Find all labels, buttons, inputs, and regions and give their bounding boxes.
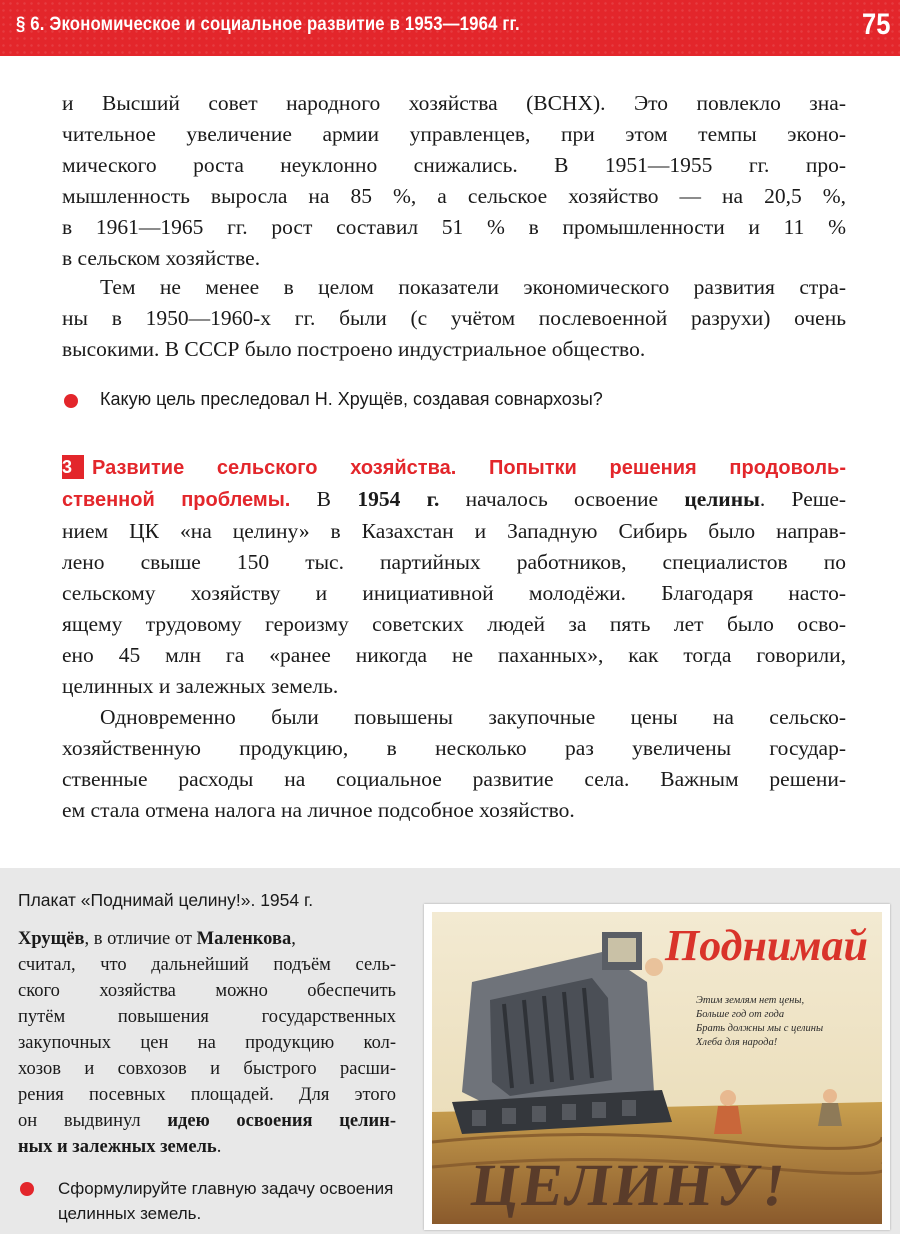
poster-artwork xyxy=(432,912,882,1224)
poster-bottom-word: ЦЕЛИНУ! xyxy=(467,1152,793,1218)
text-fragment: . Реше- xyxy=(759,487,847,511)
text-line: рения посевных площадей. Для этого xyxy=(18,1085,396,1105)
text-line: ны в 1950—1960-х гг. были (с учётом послевоенной разрухи) очень xyxy=(62,306,846,330)
text-line: в сельском хозяйстве. xyxy=(62,246,261,270)
paragraph-1 xyxy=(62,88,846,274)
text-line: Тем не менее в целом показатели экономического развития стра- xyxy=(100,275,846,299)
text-line: хозяйственную продукцию, в несколько раз увеличены государ- xyxy=(62,736,846,760)
poster-verse xyxy=(696,994,866,1050)
text-line: сельскому хозяйству и инициативной молодёжи. Благодаря насто- xyxy=(62,581,846,605)
text-line: мического роста неуклонно снижались. В 1951—1955 гг. про- xyxy=(62,153,846,177)
bold-name: Маленкова xyxy=(196,929,292,949)
text-line: ского хозяйства можно обеспечить xyxy=(18,981,396,1001)
text-fragment: началось освоение xyxy=(465,487,658,511)
question-text: Какую цель преследовал Н. Хрущёв, создавая совнархозы? xyxy=(100,389,603,409)
question-block xyxy=(62,386,852,416)
text-line: ственные расходы на социальное развитие села. Важным решени- xyxy=(62,767,846,791)
chapter-title: § 6. Экономическое и социальное развитие в 1953—1964 гг. xyxy=(16,14,520,35)
section-heading-cont: ственной проблемы. xyxy=(62,489,291,511)
bold-phrase: ных и залежных земель xyxy=(18,1137,217,1157)
text-line: нием ЦК «на целину» в Казахстан и Западную Сибирь было направ- xyxy=(62,519,846,543)
question-text: Сформулируйте главную задачу освоения целинных земель. xyxy=(58,1179,394,1223)
text-line: Одновременно были повышены закупочные цены на сельско- xyxy=(100,705,846,729)
section-heading: Развитие сельского хозяйства. Попытки решения продоволь- xyxy=(92,457,846,479)
text-line: чительное увеличение армии управленцев, при этом темпы эконо- xyxy=(62,122,846,146)
paragraph-2 xyxy=(62,272,846,365)
text-line: считал, что дальнейший подъём сель- xyxy=(18,955,396,975)
text-line xyxy=(18,926,396,952)
text-line: хозов и совхозов и быстрого расши- xyxy=(18,1059,396,1079)
section-3 xyxy=(62,452,846,826)
red-bullet-icon xyxy=(64,394,78,408)
sidebar-text xyxy=(18,926,396,1160)
poster-image xyxy=(424,904,890,1230)
text-fragment: , в отличие от xyxy=(84,929,197,949)
bold-phrase: идею освоения целин- xyxy=(167,1111,396,1131)
text-line: и Высший совет народного хозяйства (ВСНХ). Это повлекло зна- xyxy=(62,91,846,115)
red-bullet-icon xyxy=(20,1182,34,1196)
verse-line: Больше год от года xyxy=(696,1009,785,1020)
text-line: ящему трудовому героизму советских людей за пять лет было осво- xyxy=(62,612,846,636)
text-line: в 1961—1965 гг. рост составил 51 % в промышленности и 11 % xyxy=(62,215,846,239)
bold-term: целины xyxy=(684,487,760,511)
page-header xyxy=(0,0,900,56)
verse-line: Брать должны мы с целины xyxy=(696,1023,824,1034)
page-number: 75 xyxy=(861,8,890,41)
verse-line: Хлеба для народа! xyxy=(696,1037,778,1048)
section-heading-line xyxy=(62,452,846,484)
text-fragment: . xyxy=(216,1137,222,1157)
text-line: закупочных цен на продукцию кол- xyxy=(18,1033,396,1053)
text-fragment: он выдвинул xyxy=(18,1111,168,1131)
text-fragment: , xyxy=(291,929,296,949)
section-number-badge: 3 xyxy=(62,455,84,479)
text-line: целинных и залежных земель. xyxy=(62,674,339,698)
poster-caption: Плакат «Поднимай целину!». 1954 г. xyxy=(18,890,314,910)
text-line: ено 45 млн га «ранее никогда не паханных», как тогда говорили, xyxy=(62,643,846,667)
bold-name: Хрущёв xyxy=(18,929,85,949)
text-line: путём повышения государственных xyxy=(18,1007,396,1027)
text-line xyxy=(18,1108,396,1134)
poster-top-word: Поднимай xyxy=(665,921,868,970)
text-line xyxy=(62,484,846,516)
text-fragment: В xyxy=(316,487,331,511)
text-line: мышленность выросла на 85 %, а сельское хозяйство — на 20,5 %, xyxy=(62,184,846,208)
verse-line: Этим землям нет цены, xyxy=(696,995,805,1006)
text-line: лено свыше 150 тыс. партийных работников, специалистов по xyxy=(62,550,846,574)
bold-date: 1954 г. xyxy=(357,487,440,511)
text-line xyxy=(18,1134,396,1160)
text-line: ем стала отмена налога на личное подсобное хозяйство. xyxy=(62,798,575,822)
text-line: высокими. В СССР было построено индустриальное общество. xyxy=(62,337,646,361)
